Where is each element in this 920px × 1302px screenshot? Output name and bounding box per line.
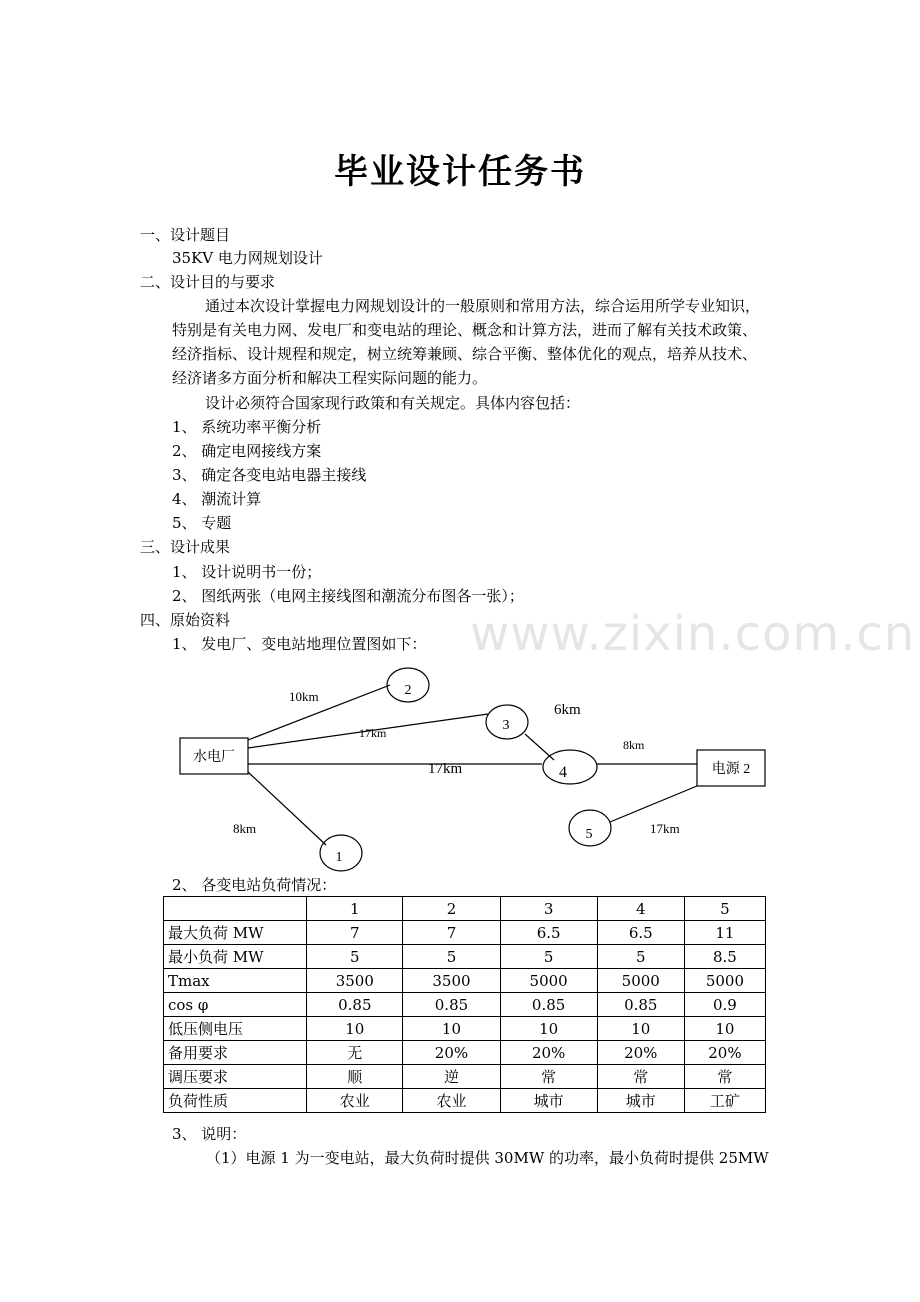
row-label: cos φ [164, 993, 307, 1017]
list-item: 1、 发电厂、变电站地理位置图如下： [172, 635, 427, 653]
table-row [164, 969, 766, 993]
list-item: 2、 图纸两张（电网主接线图和潮流分布图各一张）； [172, 587, 524, 605]
table-cell: 10 [307, 1017, 403, 1041]
row-label: 负荷性质 [164, 1089, 307, 1113]
table-cell: 20% [684, 1041, 765, 1065]
node-5-label: 5 [585, 827, 593, 842]
table-cell: 10 [403, 1017, 500, 1041]
table-header-cell: 1 [307, 897, 403, 921]
table-cell: 11 [684, 921, 765, 945]
row-label: Tmax [164, 969, 307, 993]
table-cell: 农业 [307, 1089, 403, 1113]
list-item: 1、 设计说明书一份； [172, 563, 322, 581]
table-row [164, 1065, 766, 1089]
table-cell: 顺 [307, 1065, 403, 1089]
distance-5-to-source2: 17km [650, 821, 680, 836]
distance-plant-to-3: 17km [359, 726, 387, 740]
table-cell: 城市 [500, 1089, 597, 1113]
table-cell: 3500 [403, 969, 500, 993]
section-2-heading: 二、设计目的与要求 [140, 273, 276, 291]
load-table [163, 896, 766, 1113]
distance-plant-to-2: 10km [289, 689, 319, 704]
section-1-heading: 一、设计题目 [140, 226, 231, 244]
line-plant-to-1 [248, 772, 326, 845]
table-header-cell: 2 [403, 897, 500, 921]
table-header-row [164, 897, 766, 921]
table-cell: 5000 [597, 969, 684, 993]
table-cell: 5 [597, 945, 684, 969]
table-cell: 5 [307, 945, 403, 969]
table-cell: 5000 [500, 969, 597, 993]
row-label: 调压要求 [164, 1065, 307, 1089]
paragraph-line: 通过本次设计掌握电力网规划设计的一般原则和常用方法，综合运用所学专业知识， [205, 297, 761, 315]
table-cell: 常 [684, 1065, 765, 1089]
list-item: 2、 确定电网接线方案 [172, 442, 322, 460]
table-cell: 20% [500, 1041, 597, 1065]
distance-plant-to-4: 17km [428, 761, 463, 777]
section-4-heading: 四、原始资料 [140, 611, 231, 629]
table-cell: 5 [500, 945, 597, 969]
table-row [164, 1041, 766, 1065]
row-label: 最小负荷 MW [164, 945, 307, 969]
table-cell: 10 [500, 1017, 597, 1041]
table-cell: 5000 [684, 969, 765, 993]
table-cell: 7 [307, 921, 403, 945]
table-cell: 常 [597, 1065, 684, 1089]
paragraph-line: （1）电源 1 为一变电站，最大负荷时提供 30MW 的功率，最小负荷时提供 25MW [206, 1149, 769, 1167]
list-item: 2、 各变电站负荷情况： [172, 876, 337, 894]
location-diagram [170, 660, 790, 885]
design-topic: 35KV 电力网规划设计 [172, 249, 323, 267]
table-cell: 6.5 [500, 921, 597, 945]
distance-4-to-source2: 8km [623, 738, 645, 752]
table-cell: 0.85 [403, 993, 500, 1017]
document-title: 毕业设计任务书 [334, 152, 586, 192]
table-cell: 0.85 [597, 993, 684, 1017]
node-2-label: 2 [404, 683, 412, 698]
table-cell: 逆 [403, 1065, 500, 1089]
table-cell: 工矿 [684, 1089, 765, 1113]
node-4 [543, 750, 597, 784]
table-cell [164, 897, 307, 921]
list-item: 1、 系统功率平衡分析 [172, 418, 322, 436]
table-cell: 农业 [403, 1089, 500, 1113]
table-cell: 7 [403, 921, 500, 945]
distance-3-to-4: 6km [554, 702, 581, 718]
table-cell: 20% [403, 1041, 500, 1065]
row-label: 低压侧电压 [164, 1017, 307, 1041]
line-5-to-source2 [610, 786, 697, 822]
list-item: 3、 说明： [172, 1125, 247, 1143]
distance-plant-to-1: 8km [233, 821, 257, 836]
row-label: 最大负荷 MW [164, 921, 307, 945]
paragraph-line: 经济诸多方面分析和解决工程实际问题的能力。 [172, 369, 488, 387]
table-cell: 10 [684, 1017, 765, 1041]
plant-label: 水电厂 [193, 750, 235, 765]
table-cell: 3500 [307, 969, 403, 993]
watermark: www.zixin.com.cn [470, 606, 916, 662]
table-header-cell: 5 [684, 897, 765, 921]
table-cell: 8.5 [684, 945, 765, 969]
table-header-cell: 4 [597, 897, 684, 921]
table-cell: 常 [500, 1065, 597, 1089]
source2-label: 电源 2 [711, 762, 751, 777]
row-label: 备用要求 [164, 1041, 307, 1065]
table-row [164, 921, 766, 945]
table-header-cell: 3 [500, 897, 597, 921]
node-3-label: 3 [502, 718, 510, 733]
table-cell: 无 [307, 1041, 403, 1065]
table-row [164, 993, 766, 1017]
table-row [164, 945, 766, 969]
list-item: 4、 潮流计算 [172, 490, 262, 508]
node-4-label: 4 [559, 764, 567, 781]
list-item: 5、 专题 [172, 514, 232, 532]
paragraph-line: 经济指标、设计规程和规定，树立统筹兼顾、综合平衡、整体优化的观点，培养从技术、 [172, 345, 758, 363]
table-cell: 5 [403, 945, 500, 969]
table-row [164, 1017, 766, 1041]
paragraph-line: 设计必须符合国家现行政策和有关规定。具体内容包括： [205, 394, 581, 412]
paragraph-line: 特别是有关电力网、发电厂和变电站的理论、概念和计算方法，进而了解有关技术政策、 [172, 321, 758, 339]
table-cell: 6.5 [597, 921, 684, 945]
table-cell: 0.85 [307, 993, 403, 1017]
section-3-heading: 三、设计成果 [140, 538, 231, 556]
table-cell: 0.85 [500, 993, 597, 1017]
table-row [164, 1089, 766, 1113]
table-cell: 0.9 [684, 993, 765, 1017]
table-cell: 城市 [597, 1089, 684, 1113]
node-1-label: 1 [335, 850, 343, 865]
table-cell: 20% [597, 1041, 684, 1065]
table-cell: 10 [597, 1017, 684, 1041]
list-item: 3、 确定各变电站电器主接线 [172, 466, 367, 484]
